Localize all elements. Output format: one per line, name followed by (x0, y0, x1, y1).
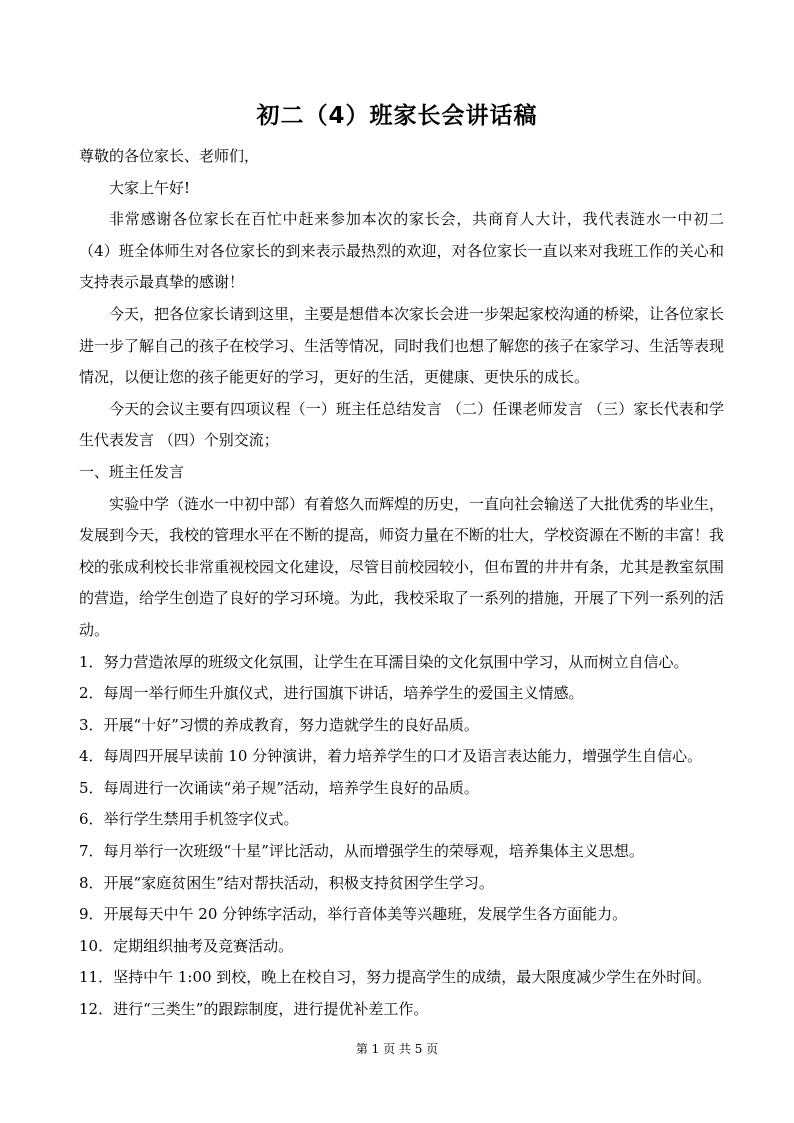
list-item: 8．开展“家庭贫困生”结对帮扶活动，积极支持贫困学生学习。 (79, 873, 494, 892)
list-item: 9．开展每天中午 20 分钟练字活动，举行音体美等兴趣班，发展学生各方面能力。 (79, 905, 628, 924)
greeting: 大家上午好! (109, 178, 191, 197)
list-item: 1．努力营造浓厚的班级文化氛围，让学生在耳濡目染的文化氛围中学习，从而树立自信心。 (79, 652, 689, 671)
intro-paragraph: 今天，把各位家长请到这里，主要是想借本次家长会进一步架起家校沟通的桥梁，让各位家长进一步了解自己的孩子在校学习、生活等情况，同时我们也想了解您的孩子在家学习、生活等表现情况，以便让您的孩子能更好的学习，更好的生活，更健康、更快乐的成长。 (79, 304, 725, 387)
document-title: 初二（4）班家长会讲话稿 (256, 103, 538, 129)
intro-paragraph: 非常感谢各位家长在百忙中赶来参加本次的家长会，共商育人大计，我代表涟水一中初二（4）班全体师生对各位家长的到来表示最热烈的欢迎，对各位家长一直以来对我班工作的关心和支持表示最真挚的感谢！ (79, 210, 724, 292)
list-item: 11．坚持中午 1:00 到校，晚上在校自习，努力提高学生的成绩，最大限度减少学生在外时间。 (79, 968, 712, 987)
intro-paragraph: 今天的会议主要有四项议程（一）班主任总结发言 （二）任课老师发言 （三）家长代表和学生代表发言 （四）个别交流； (79, 399, 724, 450)
list-item: 3．开展“十好”习惯的养成教育，努力造就学生的良好品质。 (79, 715, 479, 734)
list-item: 4．每周四开展早读前 10 分钟演讲，着力培养学生的口才及语言表达能力，增强学生自信心。 (79, 747, 703, 766)
section-heading: 一、班主任发言 (79, 462, 185, 481)
list-item: 5．每周进行一次诵读“弟子规”活动，培养学生良好的品质。 (79, 778, 479, 797)
list-item: 12．进行“三类生”的跟踪制度，进行提优补差工作。 (79, 1000, 429, 1019)
page-number-footer: 第 1 页 共 5 页 (355, 1042, 439, 1056)
list-item: 2．每周一举行师生升旗仪式，进行国旗下讲话，培养学生的爱国主义情感。 (79, 684, 584, 703)
list-item: 7．每月举行一次班级“十星”评比活动，从而增强学生的荣辱观，培养集体主义思想。 (79, 842, 644, 861)
document-body (79, 141, 724, 1026)
list-item: 10．定期组织抽考及竞赛活动。 (79, 936, 294, 955)
section-paragraph: 实验中学（涟水一中初中部）有着悠久而辉煌的历史，一直向社会输送了大批优秀的毕业生，发展到今天，我校的管理水平在不断的提高，师资力量在不断的壮大，学校资源在不断的丰富！我校的张成利校长非常重视校园文化建设，尽管目前校园较小，但布置的井井有条，尤其是教室氛围的营造，给学生创造了良好的学习环境。为此，我校采取了一系列的措施，开展了下列一系列的活动。 (79, 494, 725, 639)
list-item: 6．举行学生禁用手机签字仪式。 (79, 810, 299, 829)
salutation: 尊敬的各位家长、老师们， (79, 147, 260, 165)
